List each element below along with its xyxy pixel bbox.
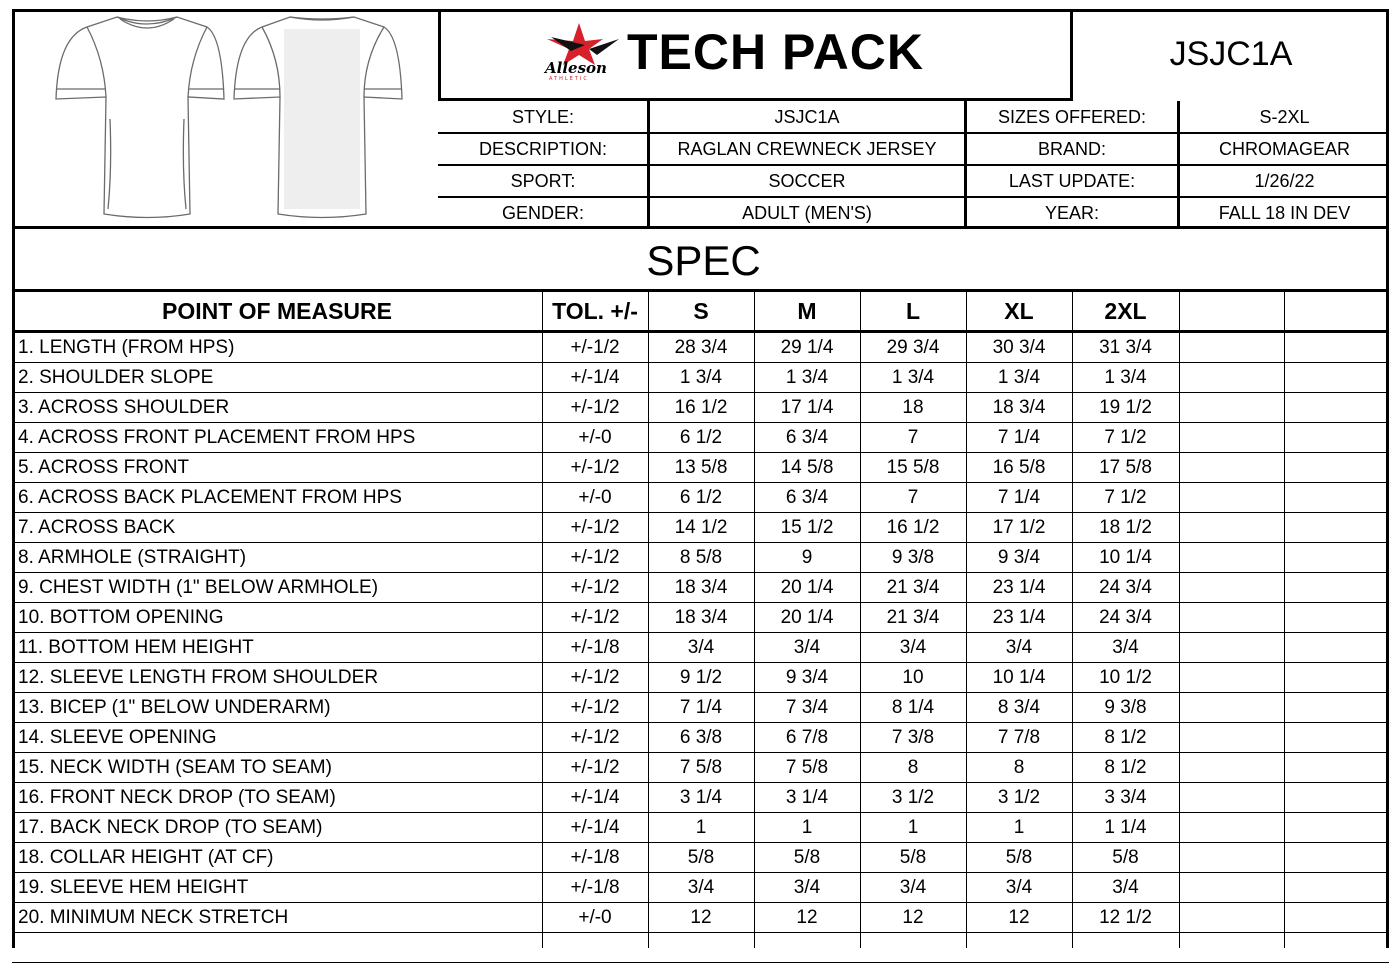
info-label: GENDER: (501, 203, 584, 223)
size-value-cell: 23 1/4 (992, 577, 1046, 598)
tolerance-cell: +/-1/2 (570, 577, 620, 598)
size-value-cell: 9 3/4 (997, 547, 1041, 568)
size-value-cell: 7 3/4 (785, 697, 829, 718)
measure-name-cell: 8. ARMHOLE (STRAIGHT) (18, 547, 247, 568)
size-value-cell: 10 1/2 (1099, 667, 1152, 688)
size-value-cell: 17 5/8 (1099, 457, 1152, 478)
measure-name-cell: 2. SHOULDER SLOPE (18, 367, 214, 388)
size-value-cell: 9 (801, 547, 813, 568)
size-value-cell: 7 (907, 487, 919, 508)
svg-text:ATHLETIC: ATHLETIC (549, 76, 589, 81)
size-value-cell: 3/4 (1005, 637, 1033, 658)
measure-name-cell: 3. ACROSS SHOULDER (18, 397, 230, 418)
size-value-cell: 17 1/2 (992, 517, 1046, 538)
measure-name-cell: 20. MINIMUM NECK STRETCH (18, 907, 289, 928)
size-value-cell: 3/4 (793, 877, 821, 898)
info-grid (438, 101, 1389, 229)
measure-name-cell: 7. ACROSS BACK (18, 517, 176, 538)
tolerance-cell: +/-1/2 (570, 757, 620, 778)
column-divider (1179, 292, 1180, 948)
size-value-cell: 21 3/4 (886, 607, 940, 628)
size-value-cell: 3 1/4 (679, 787, 723, 808)
size-value-cell: 7 1/2 (1104, 487, 1147, 508)
measure-name-cell: 11. BOTTOM HEM HEIGHT (18, 637, 254, 658)
info-row-style (438, 101, 1389, 133)
column-header: TOL. +/- (552, 298, 638, 324)
measure-name-cell: 12. SLEEVE LENGTH FROM SHOULDER (18, 667, 379, 688)
size-value-cell: 1 3/4 (997, 367, 1041, 388)
measure-name-cell: 19. SLEEVE HEM HEIGHT (18, 877, 249, 898)
size-value-cell: 30 3/4 (992, 337, 1046, 358)
measure-name-cell: 14. SLEEVE OPENING (18, 727, 217, 748)
size-value-cell: 5/8 (1112, 847, 1139, 868)
size-value-cell: 5/8 (687, 847, 715, 868)
size-value-cell: 1 (907, 817, 919, 838)
tolerance-cell: +/-1/2 (570, 517, 620, 538)
size-value-cell: 3 1/4 (785, 787, 829, 808)
size-value-cell: 12 (690, 907, 712, 928)
tolerance-cell: +/-1/2 (570, 697, 620, 718)
size-value-cell: 29 1/4 (780, 337, 834, 358)
size-value-cell: 7 (907, 427, 919, 448)
size-value-cell: 18 3/4 (992, 397, 1046, 418)
info-label: BRAND: (1037, 139, 1106, 159)
size-value-cell: 12 (1008, 907, 1030, 928)
size-value-cell: 3 3/4 (1104, 787, 1147, 808)
size-value-cell: 8 5/8 (679, 547, 723, 568)
size-value-cell: 5/8 (899, 847, 927, 868)
size-value-cell: 16 1/2 (886, 517, 940, 538)
info-label: STYLE: (511, 107, 575, 127)
measure-name-cell: 5. ACROSS FRONT (18, 457, 190, 478)
size-value-cell: 12 (796, 907, 818, 928)
size-value-cell: 1 3/4 (1104, 367, 1147, 388)
size-value-cell: 19 1/2 (1099, 397, 1152, 418)
size-value-cell: 12 1/2 (1099, 907, 1152, 928)
info-label: SIZES OFFERED: (997, 107, 1147, 127)
info-value: 1/26/22 (1254, 171, 1315, 191)
size-value-cell: 17 1/4 (780, 397, 834, 418)
size-value-cell: 1 3/4 (891, 367, 935, 388)
size-value-cell: 13 5/8 (674, 457, 728, 478)
measure-name-cell: 6. ACROSS BACK PLACEMENT FROM HPS (18, 487, 402, 508)
style-code-cell (1073, 9, 1389, 101)
tolerance-cell: +/-1/2 (570, 727, 620, 748)
tolerance-cell: +/-1/8 (570, 847, 620, 868)
info-label: YEAR: (1044, 203, 1100, 223)
info-label: LAST UPDATE: (1008, 171, 1136, 191)
column-header: POINT OF MEASURE (161, 298, 392, 324)
info-value: JSJC1A (774, 107, 840, 127)
size-value-cell: 8 1/4 (891, 697, 935, 718)
size-value-cell: 18 3/4 (674, 577, 728, 598)
size-value-cell: 24 3/4 (1099, 577, 1152, 598)
column-header: L (905, 298, 921, 324)
size-value-cell: 18 1/2 (1099, 517, 1152, 538)
size-value-cell: 3/4 (899, 877, 927, 898)
info-value: S-2XL (1259, 107, 1310, 127)
size-value-cell: 7 3/8 (891, 727, 935, 748)
style-code: JSJC1A (1169, 35, 1293, 73)
size-value-cell: 3/4 (687, 637, 715, 658)
size-value-cell: 1 1/4 (1104, 817, 1147, 838)
size-value-cell: 7 5/8 (785, 757, 829, 778)
size-value-cell: 15 5/8 (886, 457, 940, 478)
size-value-cell: 28 3/4 (674, 337, 728, 358)
tolerance-cell: +/-1/4 (570, 817, 620, 838)
tolerance-cell: +/-1/4 (570, 787, 620, 808)
size-value-cell: 8 (1013, 757, 1025, 778)
tolerance-cell: +/-1/8 (570, 877, 620, 898)
measure-name-cell: 18. COLLAR HEIGHT (AT CF) (18, 847, 274, 868)
size-value-cell: 8 1/2 (1104, 757, 1147, 778)
info-label: DESCRIPTION: (478, 139, 607, 159)
size-value-cell: 24 3/4 (1099, 607, 1152, 628)
size-value-cell: 3/4 (1112, 637, 1139, 658)
size-value-cell: 31 3/4 (1099, 337, 1152, 358)
info-value: CHROMAGEAR (1218, 139, 1350, 159)
spec-table (12, 292, 1389, 948)
measure-name-cell: 10. BOTTOM OPENING (18, 607, 224, 628)
column-header (1284, 292, 1389, 330)
size-value-cell: 6 3/4 (785, 427, 829, 448)
size-value-cell: 21 3/4 (886, 577, 940, 598)
info-value: SOCCER (768, 171, 846, 191)
size-value-cell: 6 3/8 (679, 727, 723, 748)
size-value-cell: 7 1/4 (997, 427, 1041, 448)
size-value-cell: 5/8 (1005, 847, 1033, 868)
size-value-cell: 23 1/4 (992, 607, 1046, 628)
size-value-cell: 6 1/2 (679, 487, 723, 508)
size-value-cell: 9 3/8 (1104, 697, 1147, 718)
size-value-cell: 3 1/2 (891, 787, 935, 808)
size-value-cell: 16 1/2 (674, 397, 728, 418)
tolerance-cell: +/-1/2 (570, 607, 620, 628)
tolerance-cell: +/-1/2 (570, 397, 620, 418)
size-value-cell: 9 1/2 (679, 667, 723, 688)
size-value-cell: 3/4 (687, 877, 715, 898)
info-value: ADULT (MEN'S) (742, 203, 872, 223)
size-value-cell: 3/4 (793, 637, 821, 658)
size-value-cell: 18 (902, 397, 924, 418)
size-value-cell: 7 7/8 (997, 727, 1041, 748)
tolerance-cell: +/-1/4 (570, 367, 620, 388)
size-value-cell: 3/4 (899, 637, 927, 658)
column-header: M (797, 298, 817, 324)
spec-band (12, 227, 1389, 292)
info-row-description (438, 133, 1389, 165)
tolerance-cell: +/-1/2 (570, 667, 620, 688)
svg-text:Alleson: Alleson (545, 59, 607, 77)
column-header: XL (1004, 298, 1034, 324)
size-value-cell: 3/4 (1112, 877, 1139, 898)
table-border (1386, 292, 1389, 948)
spec-title: SPEC (646, 237, 761, 284)
front-shirt-sketch (56, 17, 224, 218)
tolerance-cell: +/-0 (578, 487, 612, 508)
size-value-cell: 7 1/4 (679, 697, 723, 718)
measure-name-cell: 17. BACK NECK DROP (TO SEAM) (18, 817, 323, 838)
info-value: FALL 18 IN DEV (1218, 203, 1351, 223)
size-value-cell: 9 3/8 (891, 547, 935, 568)
measure-name-cell: 9. CHEST WIDTH (1" BELOW ARMHOLE) (18, 577, 379, 598)
size-value-cell: 7 5/8 (679, 757, 723, 778)
size-value-cell: 14 5/8 (780, 457, 834, 478)
size-value-cell: 1 3/4 (785, 367, 829, 388)
size-value-cell: 12 (902, 907, 924, 928)
size-value-cell: 15 1/2 (780, 517, 834, 538)
size-value-cell: 8 3/4 (997, 697, 1041, 718)
size-value-cell: 7 1/2 (1104, 427, 1147, 448)
size-value-cell: 10 (902, 667, 924, 688)
size-value-cell: 6 7/8 (785, 727, 829, 748)
tolerance-cell: +/-1/2 (570, 337, 620, 358)
size-value-cell: 6 1/2 (679, 427, 723, 448)
garment-sketch-cell (12, 9, 439, 229)
column-divider (1284, 292, 1285, 948)
info-row-gender (438, 197, 1389, 229)
info-value: RAGLAN CREWNECK JERSEY (677, 139, 937, 159)
size-value-cell: 1 (1013, 817, 1025, 838)
measure-name-cell: 1. LENGTH (FROM HPS) (18, 337, 235, 358)
size-value-cell: 5/8 (793, 847, 821, 868)
tech-pack-title: TECH PACK (627, 24, 924, 80)
column-header: S (693, 298, 709, 324)
info-label: SPORT: (510, 171, 576, 191)
measure-name-cell: 13. BICEP (1" BELOW UNDERARM) (18, 697, 331, 718)
size-value-cell: 1 3/4 (679, 367, 723, 388)
size-value-cell: 10 1/4 (992, 667, 1046, 688)
size-value-cell: 10 1/4 (1099, 547, 1152, 568)
size-value-cell: 16 5/8 (992, 457, 1046, 478)
size-value-cell: 1 (801, 817, 813, 838)
size-value-cell: 3 1/2 (997, 787, 1041, 808)
tolerance-cell: +/-1/2 (570, 457, 620, 478)
size-value-cell: 7 1/4 (997, 487, 1041, 508)
column-header: 2XL (1104, 298, 1147, 324)
tolerance-cell: +/-1/8 (570, 637, 620, 658)
tolerance-cell: +/-0 (578, 907, 612, 928)
size-value-cell: 20 1/4 (780, 607, 834, 628)
size-value-cell: 8 1/2 (1104, 727, 1147, 748)
size-value-cell: 3/4 (1005, 877, 1033, 898)
info-row-sport (438, 165, 1389, 197)
alleson-logo-icon (541, 19, 621, 81)
column-header (1179, 292, 1284, 330)
tolerance-cell: +/-1/2 (570, 547, 620, 568)
size-value-cell: 29 3/4 (886, 337, 940, 358)
size-value-cell: 14 1/2 (674, 517, 728, 538)
measure-name-cell: 15. NECK WIDTH (SEAM TO SEAM) (18, 757, 332, 778)
title-cell (438, 9, 1073, 101)
measure-name-cell: 4. ACROSS FRONT PLACEMENT FROM HPS (18, 427, 416, 448)
size-value-cell: 8 (907, 757, 919, 778)
garment-sketch-image (12, 9, 439, 229)
size-value-cell: 18 3/4 (674, 607, 728, 628)
size-value-cell: 20 1/4 (780, 577, 834, 598)
size-value-cell: 9 3/4 (785, 667, 829, 688)
size-value-cell: 1 (695, 817, 707, 838)
size-value-cell: 6 3/4 (785, 487, 829, 508)
tolerance-cell: +/-0 (578, 427, 612, 448)
measure-name-cell: 16. FRONT NECK DROP (TO SEAM) (18, 787, 336, 808)
